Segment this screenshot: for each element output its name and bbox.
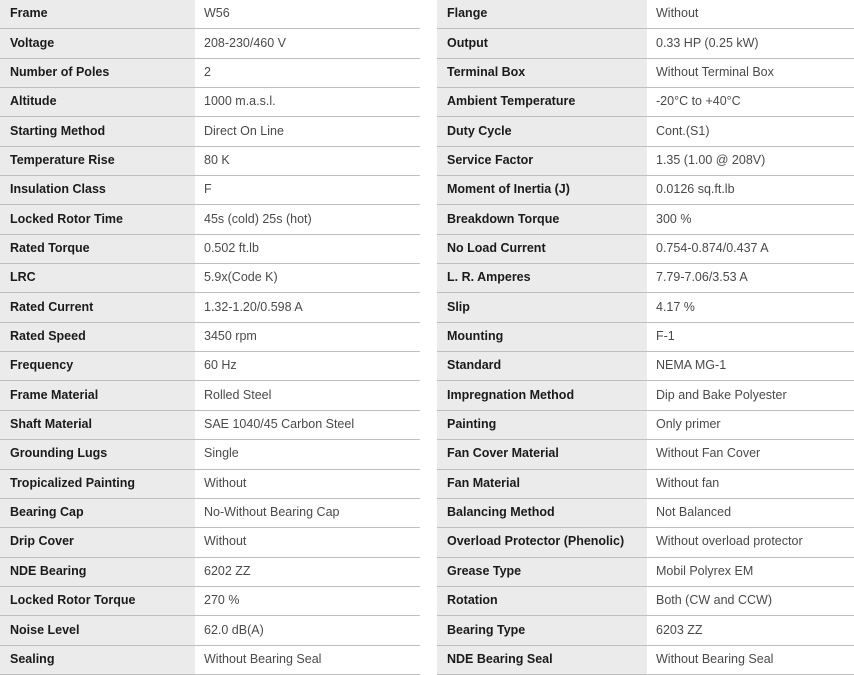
spec-row [0, 0, 420, 29]
spec-value: NEMA MG-1 [647, 352, 854, 380]
spec-row [0, 646, 420, 675]
spec-row [437, 616, 854, 645]
spec-value: 208-230/460 V [195, 29, 420, 57]
spec-value: 4.17 % [647, 293, 854, 321]
spec-value: Both (CW and CCW) [647, 587, 854, 615]
spec-row [0, 88, 420, 117]
spec-value: No-Without Bearing Cap [195, 499, 420, 527]
spec-row [0, 470, 420, 499]
spec-row [437, 147, 854, 176]
spec-value: 60 Hz [195, 352, 420, 380]
spec-label: Frame [0, 0, 195, 28]
spec-label: Rated Current [0, 293, 195, 321]
spec-row [0, 29, 420, 58]
spec-value: Only primer [647, 411, 854, 439]
spec-label: Standard [437, 352, 647, 380]
spec-label: LRC [0, 264, 195, 292]
spec-value: -20°C to +40°C [647, 88, 854, 116]
spec-label: Fan Cover Material [437, 440, 647, 468]
spec-value: Without Bearing Seal [647, 646, 854, 674]
spec-value: SAE 1040/45 Carbon Steel [195, 411, 420, 439]
spec-value: 6202 ZZ [195, 558, 420, 586]
spec-label: Rotation [437, 587, 647, 615]
spec-label: Rated Torque [0, 235, 195, 263]
spec-label: Insulation Class [0, 176, 195, 204]
spec-row [437, 29, 854, 58]
spec-value: Cont.(S1) [647, 117, 854, 145]
spec-value: Dip and Bake Polyester [647, 381, 854, 409]
spec-label: Noise Level [0, 616, 195, 644]
spec-row [0, 558, 420, 587]
spec-label: Duty Cycle [437, 117, 647, 145]
spec-label: Fan Material [437, 470, 647, 498]
spec-label: Starting Method [0, 117, 195, 145]
spec-label: Drip Cover [0, 528, 195, 556]
spec-label: Moment of Inertia (J) [437, 176, 647, 204]
spec-label: Temperature Rise [0, 147, 195, 175]
spec-value: 1.35 (1.00 @ 208V) [647, 147, 854, 175]
spec-row [0, 264, 420, 293]
spec-value: Without Terminal Box [647, 59, 854, 87]
spec-row [437, 88, 854, 117]
spec-value: 2 [195, 59, 420, 87]
spec-row [0, 411, 420, 440]
spec-label: Balancing Method [437, 499, 647, 527]
spec-row [0, 381, 420, 410]
spec-value: 5.9x(Code K) [195, 264, 420, 292]
spec-row [0, 528, 420, 557]
spec-row [437, 235, 854, 264]
spec-value: 62.0 dB(A) [195, 616, 420, 644]
spec-value: 1.32-1.20/0.598 A [195, 293, 420, 321]
spec-label: Ambient Temperature [437, 88, 647, 116]
spec-row [0, 323, 420, 352]
spec-label: NDE Bearing [0, 558, 195, 586]
spec-value: Rolled Steel [195, 381, 420, 409]
spec-label: Sealing [0, 646, 195, 674]
spec-row [437, 558, 854, 587]
spec-value: F-1 [647, 323, 854, 351]
spec-row [437, 470, 854, 499]
spec-label: Output [437, 29, 647, 57]
spec-value: Without overload protector [647, 528, 854, 556]
spec-value: Without Fan Cover [647, 440, 854, 468]
spec-value: Direct On Line [195, 117, 420, 145]
spec-label: Tropicalized Painting [0, 470, 195, 498]
spec-row [437, 176, 854, 205]
spec-value: 270 % [195, 587, 420, 615]
spec-label: Bearing Cap [0, 499, 195, 527]
spec-label: No Load Current [437, 235, 647, 263]
spec-label: Frame Material [0, 381, 195, 409]
spec-row [437, 117, 854, 146]
spec-value: 1000 m.a.s.l. [195, 88, 420, 116]
spec-row [0, 205, 420, 234]
spec-label: Frequency [0, 352, 195, 380]
spec-row [437, 440, 854, 469]
spec-row [0, 352, 420, 381]
spec-value: Without [195, 470, 420, 498]
spec-value: 3450 rpm [195, 323, 420, 351]
spec-row [0, 499, 420, 528]
spec-value: 45s (cold) 25s (hot) [195, 205, 420, 233]
spec-value: F [195, 176, 420, 204]
spec-row [437, 264, 854, 293]
spec-value: 0.0126 sq.ft.lb [647, 176, 854, 204]
spec-value: 0.502 ft.lb [195, 235, 420, 263]
spec-label: L. R. Amperes [437, 264, 647, 292]
spec-label: Voltage [0, 29, 195, 57]
spec-label: Painting [437, 411, 647, 439]
spec-row [0, 293, 420, 322]
spec-label: Locked Rotor Time [0, 205, 195, 233]
spec-label: Number of Poles [0, 59, 195, 87]
spec-value: Not Balanced [647, 499, 854, 527]
spec-value: 7.79-7.06/3.53 A [647, 264, 854, 292]
spec-value: 6203 ZZ [647, 616, 854, 644]
spec-row [0, 59, 420, 88]
spec-label: Shaft Material [0, 411, 195, 439]
spec-row [0, 616, 420, 645]
spec-label: Breakdown Torque [437, 205, 647, 233]
spec-label: Impregnation Method [437, 381, 647, 409]
spec-label: Service Factor [437, 147, 647, 175]
spec-label: Overload Protector (Phenolic) [437, 528, 647, 556]
spec-value: Without [647, 0, 854, 28]
spec-value: Single [195, 440, 420, 468]
spec-table-left [0, 0, 420, 675]
spec-label: Grease Type [437, 558, 647, 586]
spec-label: Flange [437, 0, 647, 28]
spec-table-right [437, 0, 854, 675]
spec-row [437, 0, 854, 29]
spec-row [0, 117, 420, 146]
spec-row [437, 323, 854, 352]
spec-label: Terminal Box [437, 59, 647, 87]
spec-row [437, 587, 854, 616]
spec-label: Bearing Type [437, 616, 647, 644]
spec-row [0, 587, 420, 616]
spec-value: Without fan [647, 470, 854, 498]
spec-label: Grounding Lugs [0, 440, 195, 468]
spec-row [437, 205, 854, 234]
spec-label: Rated Speed [0, 323, 195, 351]
spec-value: Mobil Polyrex EM [647, 558, 854, 586]
spec-value: 0.754-0.874/0.437 A [647, 235, 854, 263]
spec-row [437, 59, 854, 88]
spec-value: Without [195, 528, 420, 556]
spec-row [437, 293, 854, 322]
spec-row [437, 352, 854, 381]
spec-row [437, 528, 854, 557]
spec-row [0, 440, 420, 469]
spec-label: Locked Rotor Torque [0, 587, 195, 615]
spec-value: 300 % [647, 205, 854, 233]
spec-row [0, 176, 420, 205]
spec-row [437, 646, 854, 675]
spec-label: NDE Bearing Seal [437, 646, 647, 674]
spec-label: Slip [437, 293, 647, 321]
spec-row [437, 381, 854, 410]
spec-value: W56 [195, 0, 420, 28]
spec-row [437, 499, 854, 528]
spec-value: Without Bearing Seal [195, 646, 420, 674]
spec-row [0, 235, 420, 264]
spec-label: Mounting [437, 323, 647, 351]
spec-value: 80 K [195, 147, 420, 175]
spec-row [0, 147, 420, 176]
spec-label: Altitude [0, 88, 195, 116]
spec-value: 0.33 HP (0.25 kW) [647, 29, 854, 57]
spec-row [437, 411, 854, 440]
